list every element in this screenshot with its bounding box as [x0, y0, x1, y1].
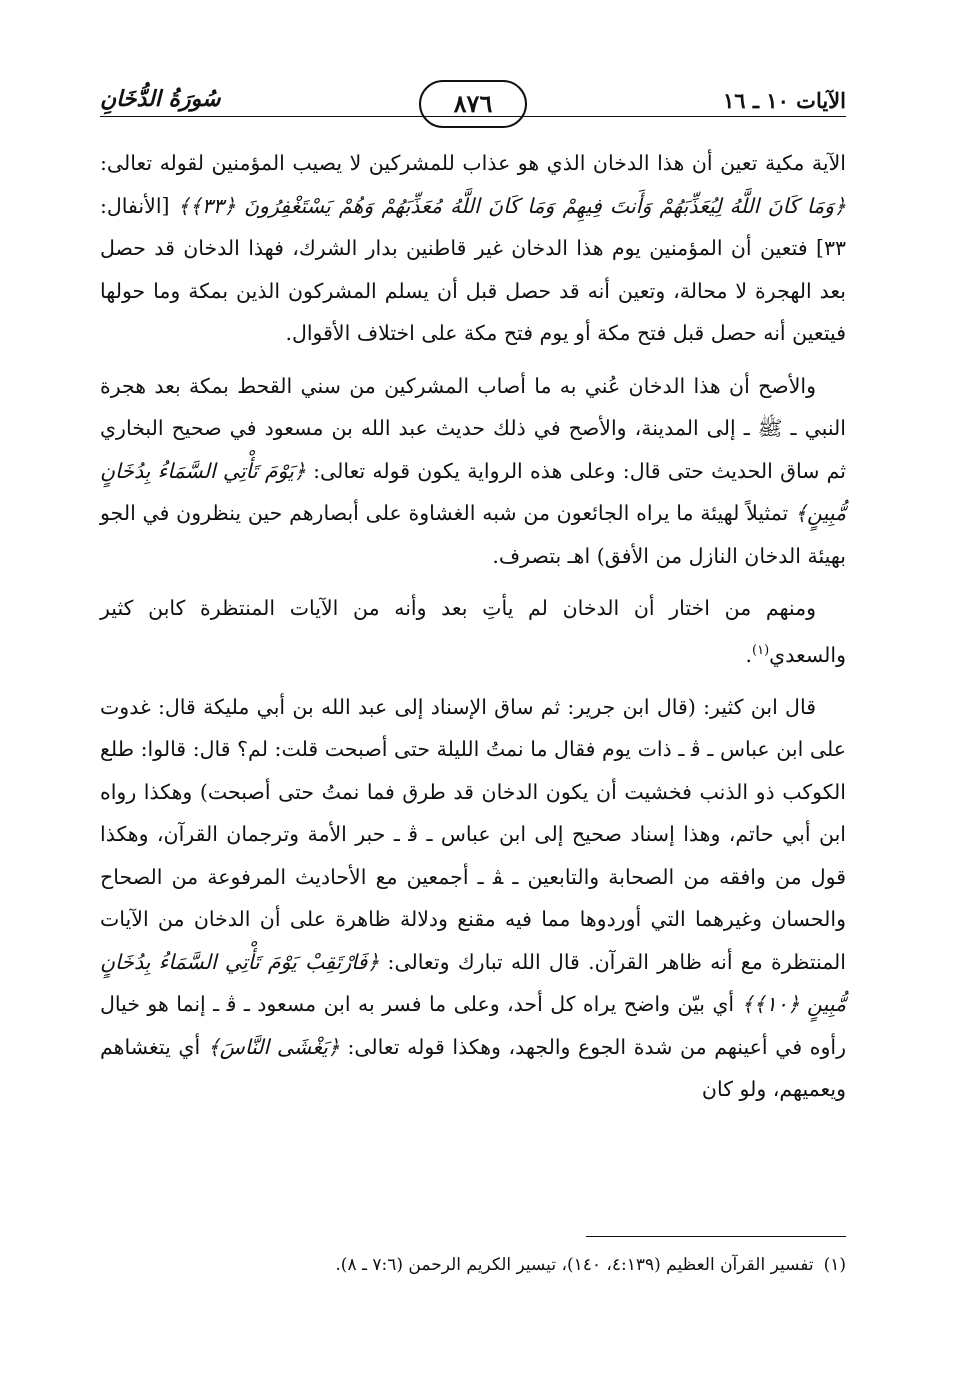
footnote-number: (١): [823, 1255, 846, 1275]
text-segment: الآية مكية تعين أن هذا الدخان الذي هو عذاب للمشركين لا يصيب المؤمنين لقوله تعالى:: [100, 151, 846, 175]
text-segment: أي يتغشاهم ويعميهم، ولو كان: [100, 1034, 846, 1102]
text-segment: ومنهم من اختار أن الدخان لم يأتِ بعد وأنه من الآيات المنتظرة كابن كثير والسعدي: [100, 596, 846, 667]
text-segment: [الأنفال: ٣٣] فتعين أن المؤمنين يوم هذا الدخان غير قاطنين بدار الشرك، فهذا الدخان قد حصل بعد الهجرة لا محالة، وتعين أنه قد حصل قبل أن يسلم المشركون الذين بمكة وما حولها فيتعين أنه حصل قبل فتح مكة أو يوم فتح مكة على اختلاف الأقوال.: [100, 193, 846, 345]
quran-verse-quote: ﴿يَوْمَ تَأْتِي السَّمَاءُ بِدُخَانٍ مُّبِينٍ﴾: [100, 458, 846, 525]
verses-range-label: الآيات ١٠ ـ ١٦: [722, 88, 846, 113]
surah-name: سُورَةُ الدُّخَانِ: [100, 86, 221, 112]
quran-verse-quote: ﴿فَارْتَقِبْ يَوْمَ تَأْتِي السَّمَاءُ بِدُخَانٍ مُّبِينٍ ﴿١٠﴾﴾: [100, 949, 846, 1017]
footnote-reference: (١): [752, 642, 770, 658]
paragraph-4: [100, 686, 846, 1111]
page-header: [100, 80, 846, 142]
header-rule: [100, 116, 846, 117]
footnote-rule: [586, 1236, 846, 1237]
text-segment: أي بيّن واضح يراه كل أحد، وعلى ما فسر به ابن مسعود ـ ﭬ ـ إنما هو خيال رأوه في أعينهم من شدة الجوع والجهد، وهكذا قوله تعالى:: [100, 992, 846, 1059]
paragraph-2: [100, 365, 846, 578]
paragraph-1: [100, 142, 846, 355]
footnote: [100, 1250, 846, 1280]
main-text: [100, 142, 846, 1111]
quran-verse-quote: ﴿يَغْشَى النَّاسَ﴾: [207, 1034, 340, 1059]
paragraph-3: [100, 587, 846, 676]
quran-verse-quote: ﴿وَمَا كَانَ اللَّهُ لِيُعَذِّبَهُمْ وَأَنتَ فِيهِمْ وَمَا كَانَ اللَّهُ مُعَذِّبَهُمْ وَهُمْ يَسْتَغْفِرُونَ ﴿٣٣﴾﴾: [177, 193, 846, 218]
text-segment: تمثيلاً لهيئة ما يراه الجائعون من شبه الغشاوة على أبصارهم حين ينظرون في الجو بهيئة الدخان النازل من الأفق) اهـ بتصرف.: [100, 501, 846, 568]
footnote-text: تفسير القرآن العظيم (٤:١٣٩، ١٤٠)، تيسير الكريم الرحمن (٧:٦ ـ ٨).: [335, 1255, 814, 1275]
text-segment: والأصح أن هذا الدخان عُني به ما أصاب المشركين من سني القحط بمكة بعد هجرة النبي ـ ﷺ ـ إلى المدينة، والأصح في ذلك حديث عبد الله بن مسعود في صحيح البخاري ثم ساق الحديث حتى قال: وعلى هذه الرواية يكون قوله تعالى:: [100, 373, 846, 483]
text-segment: قال ابن كثير: (قال ابن جرير: ثم ساق الإسناد إلى عبد الله بن أبي مليكة قال: غدوت على ابن عباس ـ ﭬ ـ ذات يوم فقال ما نمتُ الليلة حتى أصبحت قلت: لم؟ قال: قالوا: طلع الكوكب ذو الذنب فخشيت أن يكون الدخان قد طرق فما نمتُ حتى أصبحت) وهكذا رواه ابن أبي حاتم، وهذا إسناد صحيح إلى ابن عباس ـ ﭬ ـ حبر الأمة وترجمان القرآن، وهكذا قول من وافقه من الصحابة والتابعين ـ ﭭ ـ أجمعين مع الأحاديث المرفوعة من الصحاح والحسان وغيرهما التي أوردوها مما فيه مقنع ودلالة ظاهرة على أن الدخان من الآيات المنتظرة مع أنه ظاهر القرآن. قال الله تبارك وتعالى:: [100, 694, 846, 974]
text-segment: .: [745, 642, 753, 667]
page-number: ٨٧٦: [419, 80, 527, 128]
page: [100, 80, 846, 1320]
